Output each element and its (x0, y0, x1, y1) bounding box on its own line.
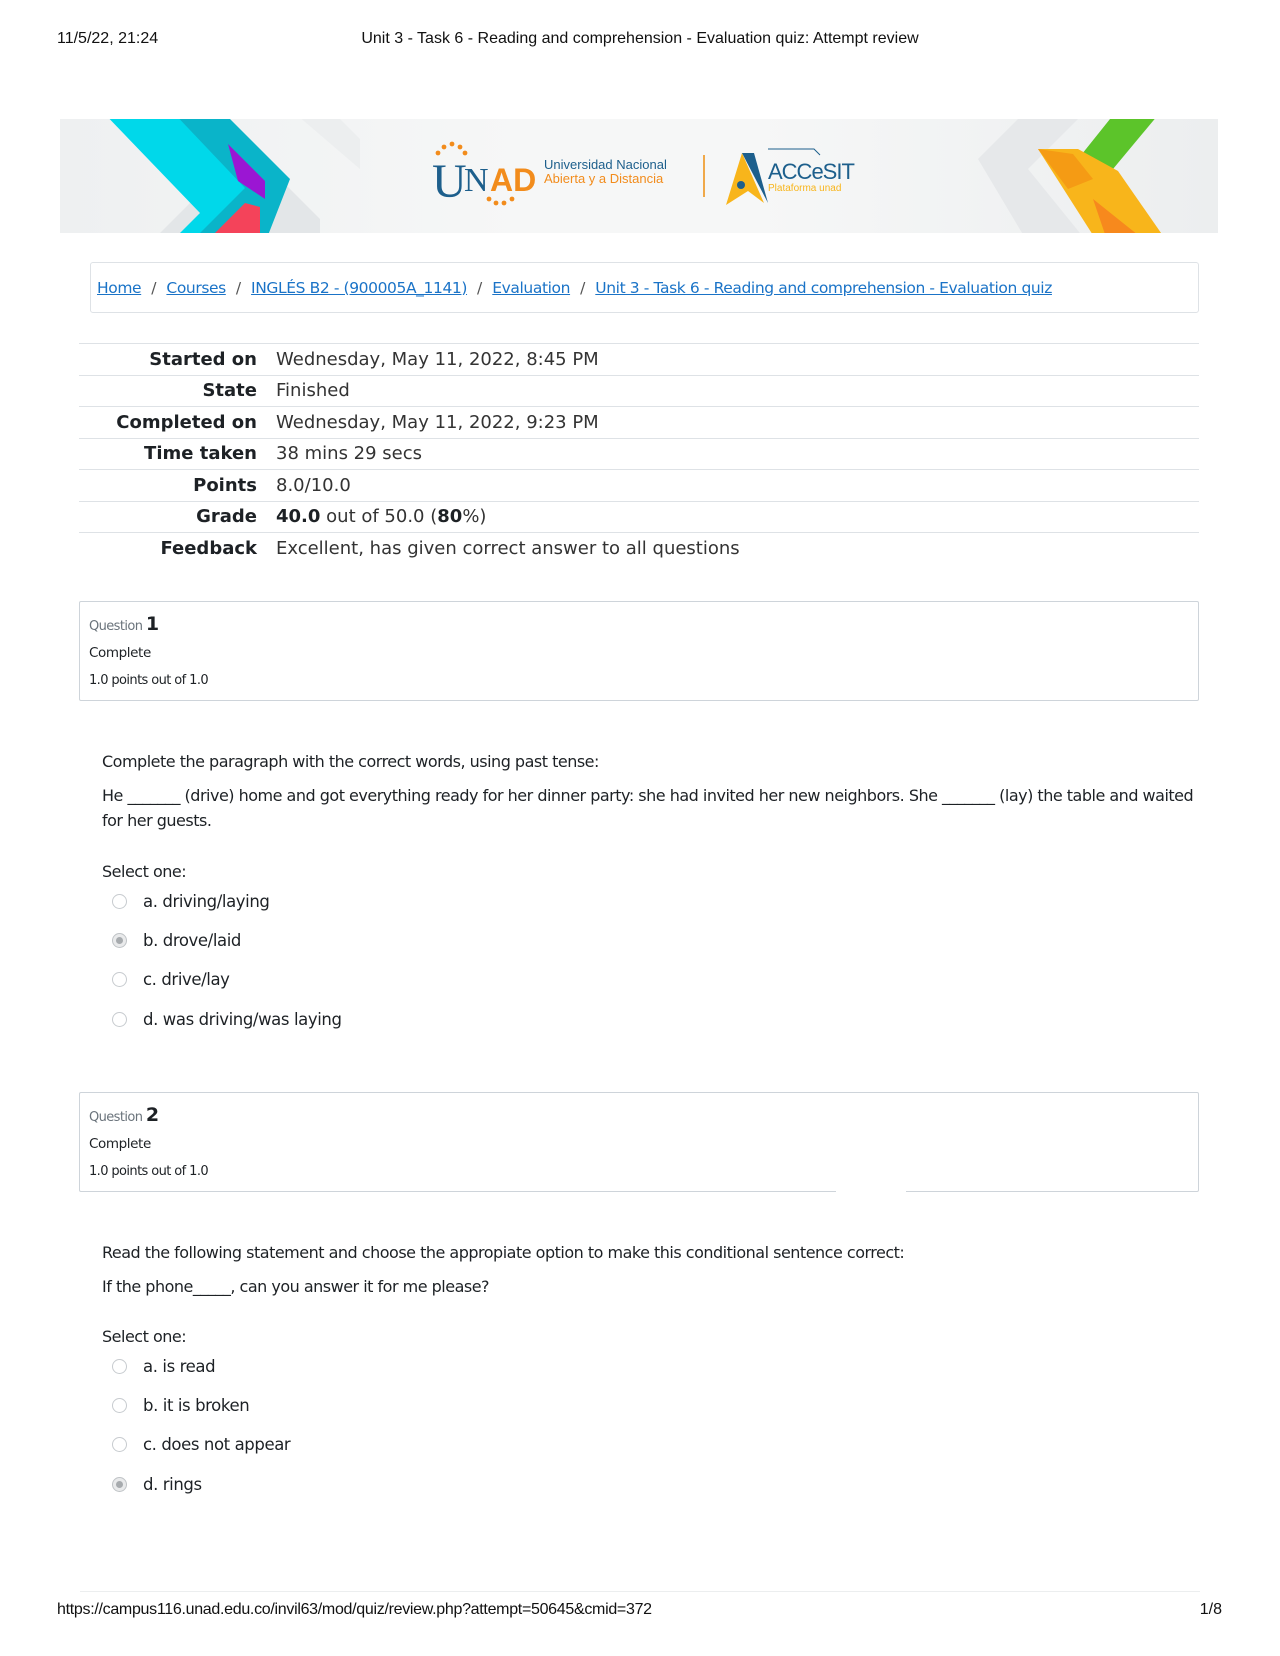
summary-label: Feedback (160, 538, 257, 560)
radio-button-selected[interactable] (112, 1477, 127, 1492)
summary-value: Wednesday, May 11, 2022, 8:45 PM (276, 348, 599, 370)
question-1-option-b[interactable] (112, 931, 241, 950)
option-label: b. it is broken (143, 1396, 250, 1415)
option-label: d. was driving/was laying (143, 1010, 342, 1029)
print-url: https://campus116.unad.edu.co/invil63/mod/quiz/review.php?attempt=50645&cmid=372 (57, 1601, 652, 1618)
unad-logo (432, 141, 692, 211)
svg-text:U: U (432, 155, 467, 208)
question-1-option-d[interactable] (112, 1010, 342, 1029)
decorative-chevron-left-icon (60, 119, 360, 233)
breadcrumb (90, 262, 1199, 313)
attempt-summary-table (79, 343, 1199, 565)
summary-value: 38 mins 29 secs (276, 443, 423, 465)
question-2-prompt: Read the following statement and choose the appropiate option to make this conditional sentence correct: (102, 1243, 905, 1262)
question-grade: 1.0 points out of 1.0 (89, 673, 209, 688)
question-2-option-b[interactable] (112, 1396, 249, 1415)
question-number-value: 1 (145, 613, 160, 635)
summary-label: Time taken (144, 443, 257, 465)
grade-end: %) (462, 506, 487, 528)
summary-label: Started on (149, 348, 257, 370)
option-label: a. driving/laying (143, 892, 270, 911)
question-2-option-a[interactable] (112, 1357, 215, 1376)
site-banner (60, 119, 1218, 233)
question-number-value: 2 (145, 1104, 160, 1126)
grade-score: 40.0 (276, 506, 321, 528)
question-2-info (79, 1092, 1199, 1192)
summary-row-feedback (79, 533, 1199, 565)
question-prefix: Question (89, 1110, 143, 1125)
radio-button[interactable] (112, 972, 127, 987)
option-label: c. drive/lay (143, 970, 230, 989)
decorative-chevron-right-icon (918, 119, 1218, 233)
print-header (0, 30, 1280, 52)
svg-text:Universidad Nacional: Universidad Nacional (544, 157, 667, 172)
question-state: Complete (89, 1136, 151, 1152)
summary-value: Finished (276, 380, 350, 402)
radio-button[interactable] (112, 894, 127, 909)
svg-text:Plataforma unad: Plataforma unad (768, 183, 842, 194)
summary-value: Wednesday, May 11, 2022, 9:23 PM (276, 411, 599, 433)
question-1-text: He _______ (drive) home and got everything ready for her dinner party: she had invited her new neighbors. She _______ (lay) the table and waited for her guests. (102, 786, 1194, 830)
question-2-text: If the phone_____, can you answer it for me please? (102, 1277, 490, 1296)
summary-row-time-taken (79, 439, 1199, 471)
breadcrumb-separator: / (151, 278, 157, 297)
border-gap (836, 1189, 906, 1193)
option-label: a. is read (143, 1357, 216, 1376)
summary-label: Points (193, 474, 257, 496)
summary-label: Grade (196, 506, 257, 528)
option-label: d. rings (143, 1475, 202, 1494)
option-label: b. drove/laid (143, 931, 241, 950)
question-2-option-d[interactable] (112, 1475, 202, 1494)
svg-text:AD: AD (490, 162, 537, 198)
breadcrumb-evaluation-link[interactable]: Evaluation (492, 278, 571, 297)
summary-row-state (79, 376, 1199, 408)
radio-button[interactable] (112, 1359, 127, 1374)
svg-text:N: N (464, 162, 489, 199)
accesit-logo (724, 145, 884, 209)
question-2-option-c[interactable] (112, 1435, 290, 1454)
breadcrumb-home-link[interactable]: Home (97, 278, 142, 297)
radio-button[interactable] (112, 1437, 127, 1452)
question-1-select-label: Select one: (102, 862, 187, 881)
radio-button-selected[interactable] (112, 933, 127, 948)
summary-label: State (202, 380, 257, 402)
summary-row-grade (79, 502, 1199, 534)
summary-label: Completed on (116, 411, 257, 433)
question-2-select-label: Select one: (102, 1327, 187, 1346)
question-number (89, 1103, 1189, 1131)
svg-text:ACCeSIT: ACCeSIT (768, 159, 854, 184)
question-1-prompt: Complete the paragraph with the correct words, using past tense: (102, 752, 599, 771)
footer-divider (80, 1591, 1200, 1592)
logo-divider (703, 155, 705, 197)
svg-text:Abierta y a Distancia: Abierta y a Distancia (544, 171, 664, 186)
print-datetime: 11/5/22, 21:24 (57, 30, 159, 47)
print-page-number: 1/8 (1199, 1601, 1222, 1618)
radio-button[interactable] (112, 1012, 127, 1027)
question-1-option-a[interactable] (112, 892, 269, 911)
breadcrumb-separator: / (477, 278, 483, 297)
radio-button[interactable] (112, 1398, 127, 1413)
grade-percent: 80 (437, 506, 463, 528)
question-grade: 1.0 points out of 1.0 (89, 1164, 209, 1179)
summary-row-points (79, 470, 1199, 502)
breadcrumb-course-link[interactable]: INGLÉS B2 - (900005A_1141) (251, 278, 468, 297)
question-number (89, 612, 1189, 640)
question-1-info (79, 601, 1199, 701)
question-1-option-c[interactable] (112, 970, 230, 989)
summary-value: 8.0/10.0 (276, 474, 351, 496)
summary-value (257, 506, 486, 527)
print-page-title: Unit 3 - Task 6 - Reading and comprehension - Evaluation quiz: Attempt review (361, 30, 919, 47)
summary-value: Excellent, has given correct answer to all questions (276, 538, 740, 560)
grade-middle: out of 50.0 ( (320, 506, 438, 528)
question-prefix: Question (89, 619, 143, 634)
breadcrumb-quiz-link[interactable]: Unit 3 - Task 6 - Reading and comprehension - Evaluation quiz (595, 278, 1052, 297)
breadcrumb-courses-link[interactable]: Courses (166, 278, 226, 297)
option-label: c. does not appear (143, 1435, 291, 1454)
breadcrumb-separator: / (235, 278, 242, 297)
summary-row-completed-on (79, 407, 1199, 439)
breadcrumb-separator: / (580, 278, 586, 297)
question-state: Complete (89, 645, 151, 661)
summary-row-started-on (79, 344, 1199, 376)
